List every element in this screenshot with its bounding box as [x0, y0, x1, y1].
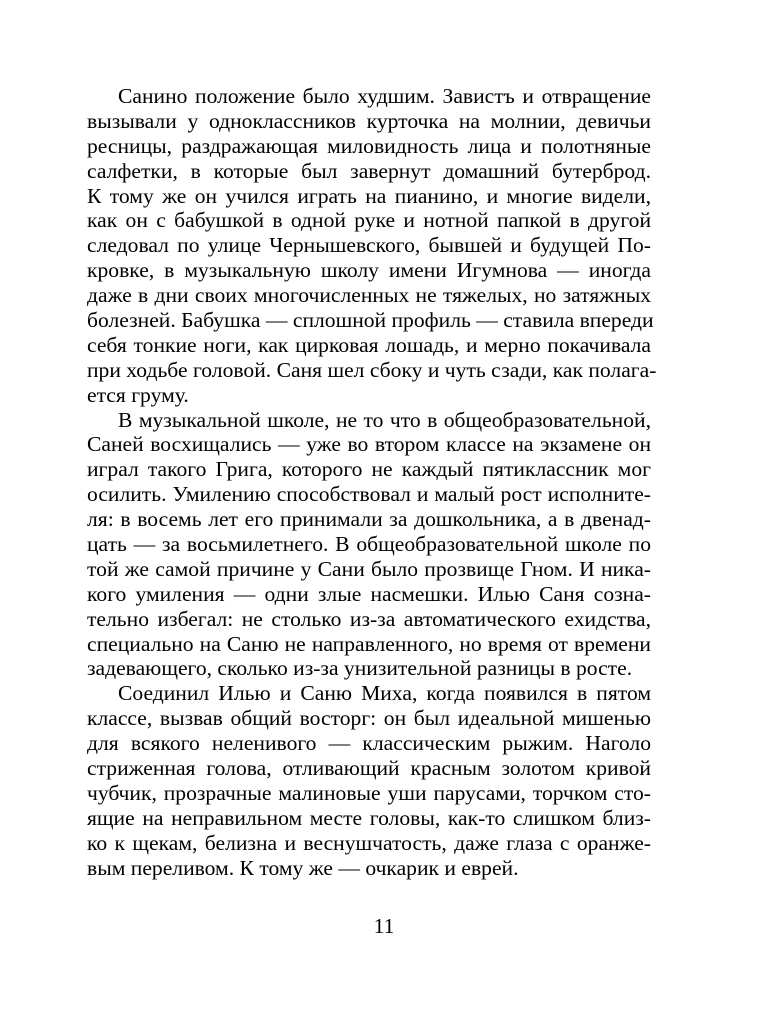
paragraph-1-line: ресницы, раздражающая миловидность лица и полотняные [87, 133, 651, 158]
paragraph-3-line: чубчик, прозрачные малиновые уши парусами, торчком сто- [87, 780, 651, 805]
paragraph-1-line: себя тонкие ноги, как цирковая лошадь, и мерно покачивала [87, 332, 651, 357]
paragraph-3-line: ящие на неправильном месте головы, как-то слишком близ- [87, 805, 651, 830]
paragraph-1-line: кровке, в музыкальную школу имени Игумнова — иногда [87, 258, 651, 283]
paragraph-2-line: осилить. Умилению способствовал и малый рост исполните- [87, 482, 651, 507]
paragraph-3-line: Соединил Илью и Саню Миха, когда появился в пятом [118, 681, 651, 706]
paragraph-2-line: той же самой причине у Сани было прозвище Гном. И ника- [87, 556, 651, 581]
paragraph-1-line: болезней. Бабушка — сплошной профиль — ставила впереди [87, 308, 654, 333]
paragraph-2-line: Саней восхищались — уже во втором классе на экзамене он [87, 432, 651, 457]
paragraph-2-line: специально на Саню не направленного, но время от времени [87, 631, 651, 656]
paragraph-1-line: ется груму. [87, 382, 189, 407]
paragraph-2-line: тельно избегал: не столько из-за автоматического ехидства, [87, 606, 651, 631]
paragraph-1-line: следовал по улице Чернышевского, бывшей и будущей По- [87, 233, 651, 258]
paragraph-3-line: классе, вызвав общий восторг: он был идеальной мишенью [87, 706, 651, 731]
paragraph-3-line: стриженная голова, отливающий красным золотом кривой [87, 756, 651, 781]
paragraph-1-line: Санино положение было худшим. Завистъ и отвращение [118, 84, 651, 108]
paragraph-1-line: вызывали у одноклассников курточка на молнии, девичьи [87, 108, 651, 133]
paragraph-2-line: играл такого Грига, которого не каждый пятиклассник мог [87, 457, 651, 482]
paragraph-3-line: ко к щекам, белизна и веснушчатость, даже глаза с оранже- [87, 830, 651, 855]
paragraph-1-line: как он с бабушкой в одной руке и нотной папкой в другой [87, 208, 651, 233]
paragraph-1-line: салфетки, в которые был завернут домашний бутерброд. [87, 158, 651, 183]
page-number: 11 [373, 914, 395, 938]
paragraph-2-line: кого умиления — одни злые насмешки. Илью Саня созна- [87, 581, 651, 606]
paragraph-2-line: задевающего, сколько из-за унизительной разницы в росте. [87, 656, 633, 681]
paragraph-3-line: вым переливом. К тому же — очкарик и еврей. [87, 855, 519, 880]
paragraph-1-line: при ходьбе головой. Саня шел сбоку и чуть сзади, как полага- [87, 357, 657, 382]
body-text [87, 84, 657, 881]
paragraph-3-line: для всякого неленивого — классическим рыжим. Наголо [87, 731, 651, 756]
paragraph-2-line: ля: в восемь лет его принимали за дошкольника, а в двенад- [87, 507, 651, 532]
paragraph-2-line: В музыкальной школе, не то что в общеобразовательной, [118, 407, 651, 432]
paragraph-2-line: цать — за восьмилетнего. В общеобразовательной школе по [87, 532, 651, 557]
paragraph-1-line: даже в дни своих многочисленных не тяжелых, но затяжных [87, 283, 651, 308]
paragraph-1-line: К тому же он учился играть на пианино, и многие видели, [87, 183, 651, 208]
